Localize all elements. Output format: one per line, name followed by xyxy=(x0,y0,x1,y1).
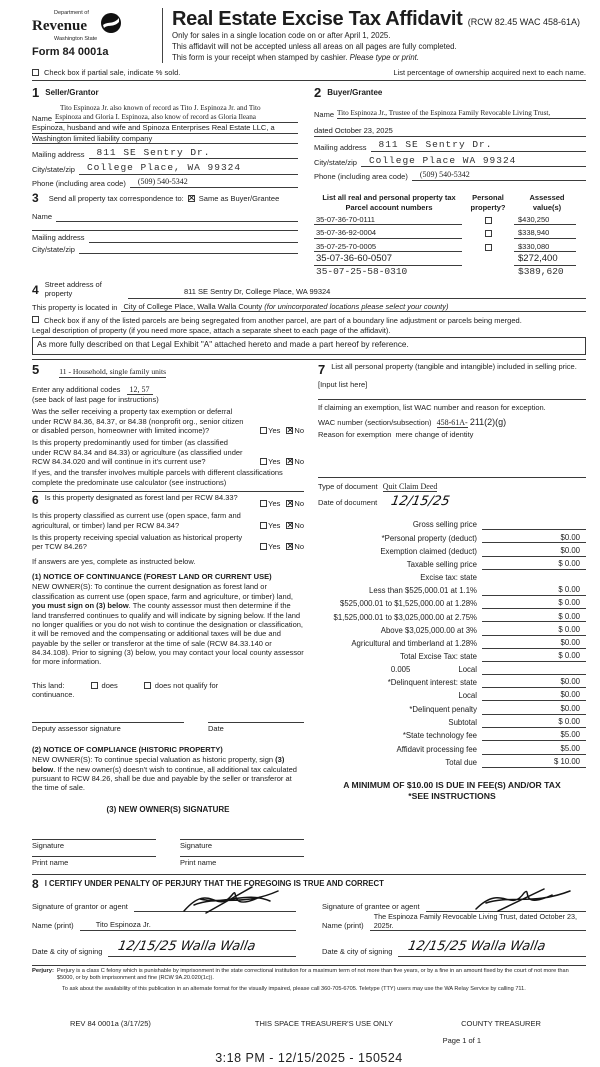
wac-number-field[interactable]: 458-61A- xyxy=(436,417,468,427)
tax-row-label: Excise tax: state xyxy=(420,572,477,582)
agency-name: Revenue xyxy=(32,17,87,34)
local-tax-field[interactable] xyxy=(482,666,586,675)
seller-name-line2[interactable]: Espinoza and Gloria I. Espinoza, also know of record as Gloria Ileana xyxy=(55,113,298,123)
tax-row-label: $1,525,000.01 to $3,025,000.00 at 2.75% xyxy=(333,612,477,622)
this-land-label: This land: xyxy=(32,680,65,690)
forest-land-answer: Yes ✕ No xyxy=(254,499,304,508)
buyer-name-line1[interactable]: Tito Espinoza Jr., Trustee of the Espinoza Family Revocable Living Trust, xyxy=(337,109,586,119)
partial-sale-checkbox[interactable] xyxy=(32,69,39,76)
new-owner-print-name-line-1[interactable]: Print name xyxy=(32,856,156,867)
agricultural-timberland-field[interactable]: $0.00 xyxy=(482,638,586,649)
subtotal-field[interactable]: $ 0.00 xyxy=(482,717,586,728)
no-checkbox[interactable] xyxy=(286,543,293,550)
if-answers-yes-note: If answers are yes, complete as instructed below. xyxy=(32,556,196,566)
gross-selling-price-field[interactable] xyxy=(482,521,586,530)
state-label: Washington State xyxy=(54,35,98,42)
tier3-tax-field[interactable]: $ 0.00 xyxy=(482,612,586,623)
parcel-row xyxy=(314,253,586,266)
grantor-date-label: Date & city of signing xyxy=(32,947,103,957)
grantor-signature-field[interactable] xyxy=(134,902,296,912)
grantee-signature-field[interactable] xyxy=(426,902,586,912)
form-header xyxy=(32,8,586,63)
grantor-certification xyxy=(32,894,296,957)
grantor-name-field[interactable]: Tito Espinoza Jr. xyxy=(80,920,296,930)
segregate-note: Check box if any of the listed parcels are being segregated from another parcel, are part of a boundary line adjustment or parcels being merged. xyxy=(44,316,522,326)
section-2-number: 2 xyxy=(314,85,322,101)
buyer-mailing-label: Mailing address xyxy=(314,142,367,152)
delinquent-interest-state-field[interactable]: $0.00 xyxy=(482,677,586,688)
additional-codes-label: Enter any additional codes xyxy=(32,384,121,394)
tax-row-label: *Delinquent interest: state xyxy=(387,678,477,688)
taxable-selling-price-field[interactable]: $ 0.00 xyxy=(482,559,586,570)
partial-sale-label: Check box if partial sale, indicate % sold. xyxy=(44,67,181,77)
personal-property-checkbox[interactable] xyxy=(485,217,492,224)
excise-tax-table xyxy=(318,520,586,768)
yes-checkbox[interactable] xyxy=(260,500,267,507)
personal-property-col-header: Personal property? xyxy=(470,193,506,212)
section-use-classification xyxy=(32,362,304,868)
new-owner-signature-line-1[interactable]: Signature xyxy=(32,839,156,850)
segregate-checkbox[interactable] xyxy=(32,316,39,323)
grantee-name-field[interactable]: The Espinoza Family Revocable Living Trust, dated October 23, 2025r. xyxy=(370,912,586,931)
ownership-note: List percentage of ownership acquired next to each name. xyxy=(393,67,586,77)
perjury-notice: Perjury: Perjury is a class C felony which is punishable by imprisonment in the state correctional institution for a maximum term of not more than five years, or by a fine in an amount fixed by the court of not more than $5000, or by both imprisonment and fine (RCW 9A.20.020(1c)). xyxy=(32,965,586,982)
same-as-buyer-checkbox[interactable] xyxy=(188,195,195,202)
rcw-reference: (RCW 82.45 WAC 458-61A) xyxy=(467,17,580,27)
historical-property-answer: Yes ✕ No xyxy=(254,542,304,551)
personal-property-checkbox[interactable] xyxy=(485,230,492,237)
tax-row-label: Less than $525,000.01 at 1.1% xyxy=(369,585,477,595)
street-address-field[interactable]: 811 SE Sentry Dr, College Place, WA 99324 xyxy=(128,287,586,298)
header-divider xyxy=(162,8,163,63)
header-instruction-2: This affidavit will not be accepted unless all areas on all pages are fully completed. xyxy=(172,41,457,51)
tax-row-label: Exemption claimed (deduct) xyxy=(380,546,477,556)
seller-phone-field[interactable]: (509) 540-5342 xyxy=(130,177,298,188)
forest-land-question: Is this property designated as forest land per RCW 84.33? xyxy=(44,493,238,503)
does-option: does xyxy=(91,681,118,690)
seller-name-line4[interactable]: Washington limited liability company xyxy=(32,134,298,144)
notice-compliance-title: (2) NOTICE OF COMPLIANCE (HISTORIC PROPERTY) xyxy=(32,744,223,754)
parcel-row xyxy=(314,228,586,238)
tax-row-label: *State technology fee xyxy=(402,731,477,741)
corr-city-field[interactable] xyxy=(79,245,298,254)
tax-row-label: *Personal property (deduct) xyxy=(381,533,477,543)
doc-type-label: Type of document xyxy=(318,482,378,492)
legal-description-field[interactable]: As more fully described on that Legal Exhibit "A" attached hereto and made a part hereof by reference. xyxy=(32,337,586,354)
parcel-row xyxy=(314,215,586,225)
tax-row-label: *Delinquent penalty xyxy=(409,704,477,714)
current-use-answer: Yes ✕ No xyxy=(254,521,304,530)
section-3-intro: Send all property tax correspondence to: xyxy=(48,194,184,204)
grantee-date-label: Date & city of signing xyxy=(322,947,393,957)
seller-city-field[interactable]: College Place, WA 99324 xyxy=(79,162,298,175)
yes-checkbox[interactable] xyxy=(260,543,267,550)
deputy-assessor-signature-line[interactable]: Deputy assessor signature xyxy=(32,722,184,733)
total-excise-state-field[interactable]: $ 0.00 xyxy=(482,651,586,662)
seller-phone-label: Phone (including area code) xyxy=(32,178,126,188)
section-7-title: List all personal property (tangible and intangible) included in selling price. xyxy=(331,361,577,371)
parcel-number-field[interactable]: 35-07-36-92-0004 xyxy=(314,228,462,238)
exemption-note: If claiming an exemption, list WAC number and reason for exception. xyxy=(318,403,546,413)
assessed-value-field[interactable]: $430,250 xyxy=(514,215,576,225)
doc-date-field[interactable]: 12/15/25 xyxy=(390,494,452,510)
grantee-certification xyxy=(322,894,586,957)
yes-checkbox[interactable] xyxy=(260,458,267,465)
parcel-row xyxy=(314,266,586,278)
delinquent-penalty-field[interactable]: $0.00 xyxy=(482,704,586,715)
header-instruction-3: This form is your receipt when stamped by cashier. Please type or print. xyxy=(172,52,420,62)
land-use-code-field[interactable]: 11 - Household, single family units xyxy=(59,367,167,377)
buyer-phone-label: Phone (including area code) xyxy=(314,171,408,181)
grantee-date-city-field[interactable]: 12/15/25 Walla Walla xyxy=(398,939,586,956)
corr-mailing-field[interactable] xyxy=(89,234,298,243)
additional-codes-note: (see back of last page for instructions) xyxy=(32,394,159,404)
section-6-number: 6 xyxy=(32,493,39,508)
tax-row-label: Affidavit processing fee xyxy=(396,744,477,754)
wac-number-label: WAC number (section/subsection) xyxy=(318,417,432,427)
located-field[interactable]: City of College Place, Walla Walla County (for unincorporated locations please select your county) xyxy=(121,302,586,312)
assessed-value-field[interactable]: $389,620 xyxy=(518,266,564,278)
yes-checkbox[interactable] xyxy=(260,427,267,434)
reason-exemption-label: Reason for exemption xyxy=(318,429,392,439)
yes-checkbox[interactable] xyxy=(260,522,267,529)
tax-row-label: Total due xyxy=(445,758,477,768)
section-8-number: 8 xyxy=(32,876,39,891)
parcel-number-field[interactable]: 35-07-36-70-0111 xyxy=(314,215,462,225)
corr-name-field[interactable] xyxy=(56,221,298,222)
tax-row-label: 0.005 Local xyxy=(390,664,477,674)
section-4-label: Street address of property xyxy=(44,279,102,299)
notice-continuance-body: NEW OWNER(S): To continue the current designation as forest land or classification as current use (open space, farm and agriculture, or timber) land, you must sign on (3) below. The county assessor must then determine if the land transferred continues to qualify and will indicate by signing below. If the land no longer qualifies or you do not wish to continue the designation or classification, it will be removed and the compensating or additional taxes will be due and payable by the seller or transferor at the time of sale (RCW 84.33.140 or 84.34.108). Prior to signing (3) below, you may contact your local county assessor for more information. xyxy=(32,582,304,667)
accessibility-note: To ask about the availability of this publication in an alternate format for the visually impaired, please call 360-705-6705. Teletype (TTY) users may use the WA Relay Service by calling 711. xyxy=(62,985,526,992)
section-certification xyxy=(32,874,586,957)
section-street-address xyxy=(32,280,586,299)
segregate-row xyxy=(32,316,586,325)
legal-description-label: Legal description of property (if you need more space, attach a separate sheet to each page of the affidavit). xyxy=(32,326,391,336)
form-number: Form 84 0001a xyxy=(32,45,109,58)
minimum-fee-note: A MINIMUM OF $10.00 IS DUE IN FEE(S) AND/OR TAX *SEE INSTRUCTIONS xyxy=(343,779,561,801)
doc-type-field[interactable]: Quit Claim Deed xyxy=(382,482,438,492)
page-number: Page 1 of 1 xyxy=(442,1035,481,1045)
no-checkbox[interactable] xyxy=(286,458,293,465)
section-6-row xyxy=(32,493,304,508)
parcel-number-field[interactable]: 35-07-36-60-0507 xyxy=(314,253,462,266)
buyer-city-field[interactable]: College Place WA 99324 xyxy=(361,155,586,168)
located-label: This property is located in xyxy=(32,302,118,312)
predominate-use-note: If yes, and the transfer involves multiple parcels with different classifications complete the predominate use calculator (see instructions) xyxy=(32,468,283,487)
located-note: (for unincorporated locations please select your county) xyxy=(264,301,449,311)
delinquent-interest-local-field[interactable]: $0.00 xyxy=(482,690,586,701)
corr-mailing-label: Mailing address xyxy=(32,233,85,243)
tier1-tax-field[interactable]: $ 0.00 xyxy=(482,585,586,596)
state-technology-fee-field[interactable]: $5.00 xyxy=(482,730,586,741)
corr-city-label: City/state/zip xyxy=(32,245,75,255)
county-treasurer-label: COUNTY TREASURER xyxy=(461,1018,541,1028)
reason-exemption-field[interactable]: mere change of identity xyxy=(395,429,474,439)
wac-number-suffix[interactable]: 211(2)(g) xyxy=(469,416,507,427)
certify-statement: I CERTIFY UNDER PENALTY OF PERJURY THAT THE FOREGOING IS TRUE AND CORRECT xyxy=(44,879,384,889)
header-instruction-1: Only for sales in a single location code on or after April 1, 2025. xyxy=(172,30,391,40)
additional-codes-field[interactable]: 12, 57 xyxy=(127,385,153,395)
rev-form-number: REV 84 0001a (3/17/25) xyxy=(70,1018,151,1028)
buyer-name-line2[interactable]: dated October 23, 2025 xyxy=(314,126,586,136)
does-not-option: does not qualify for xyxy=(144,681,218,690)
tax-row-label: Agricultural and timberland at 1.28% xyxy=(351,639,477,649)
land-qualify-row xyxy=(32,681,304,690)
affidavit-processing-fee-field[interactable]: $5.00 xyxy=(482,744,586,755)
corr-name-label: Name xyxy=(32,212,53,222)
seller-mailing-field[interactable]: 811 SE Sentry Dr. xyxy=(89,147,298,160)
property-located-row xyxy=(32,302,586,312)
current-use-question: Is this property classified as current use (open space, farm and agricultural, or timber) land per RCW 84.34? xyxy=(32,511,241,530)
tax-row-label: Above $3,025,000.00 at 3% xyxy=(380,625,477,635)
timber-agriculture-question: Is this property predominantly used for timber (as classified under RCW 84.34 and 84.33) or agriculture (as classified under RCW 84.34.020 and will continue in it's current use? xyxy=(32,438,243,467)
new-owners-signature-title: (3) NEW OWNER(S) SIGNATURE xyxy=(106,804,230,814)
seller-name-line3[interactable]: Espinoza, husband and wife and Spinoza Enterprises Real Estate LLC, a xyxy=(32,123,298,133)
seller-name-line1: Tito Espinoza Jr. also known of record as Tito J. Espinoza Jr. and Tito xyxy=(60,104,261,113)
grantor-signature-label: Signature of grantor or agent xyxy=(32,902,128,912)
deputy-date-line[interactable]: Date xyxy=(208,722,304,733)
grantee-name-label: Name (print) xyxy=(322,921,364,931)
tax-row-label: Total Excise Tax: state xyxy=(400,652,477,662)
section-2-title: Buyer/Grantee xyxy=(327,88,383,98)
grantee-signature-icon xyxy=(466,885,576,915)
personal-property-checkbox[interactable] xyxy=(485,244,492,251)
assessed-value-field[interactable]: $272,400 xyxy=(514,253,576,266)
tax-row-label: $525,000.01 to $1,525,000.00 at 1.28% xyxy=(340,599,477,609)
section-5-number: 5 xyxy=(32,361,40,377)
tax-row-label: Subtotal xyxy=(448,718,477,728)
personal-property-deduct-field[interactable]: $0.00 xyxy=(482,533,586,544)
no-checkbox[interactable] xyxy=(286,500,293,507)
section-personal-property xyxy=(318,362,586,868)
does-checkbox[interactable] xyxy=(91,682,98,689)
exemption-deferral-question: Was the seller receiving a property tax exemption or deferral under RCW 84.36, 84.37, or 84.38 (nonprofit org., senior citizen or disabled person, homeowner with limited income)? xyxy=(32,407,244,435)
assessed-value-field[interactable]: $338,940 xyxy=(514,228,576,238)
notice-continuance-title: (1) NOTICE OF CONTINUANCE (FOREST LAND OR CURRENT USE) xyxy=(32,572,272,582)
seller-mailing-label: Mailing address xyxy=(32,150,85,160)
footer-row xyxy=(32,1019,586,1028)
tax-row-label: Taxable selling price xyxy=(406,560,477,570)
exemption-claimed-field[interactable]: $0.00 xyxy=(482,546,586,557)
seller-name-label: Name xyxy=(32,113,53,123)
doc-date-label: Date of document xyxy=(318,498,378,508)
treasurer-space-label: THIS SPACE TREASURER'S USE ONLY xyxy=(254,1018,394,1028)
tax-row-label: Gross selling price xyxy=(412,520,477,530)
same-as-buyer-label: Same as Buyer/Grantee xyxy=(198,194,280,204)
dept-of-label: Department of xyxy=(54,10,89,16)
assessed-value-col-header: Assessed value(s) xyxy=(529,193,565,212)
no-checkbox[interactable] xyxy=(286,522,293,529)
section-1-title: Seller/Grantor xyxy=(45,88,99,98)
no-checkbox[interactable] xyxy=(286,427,293,434)
parcel-col-header: List all real and personal property tax Parcel account numbers xyxy=(322,193,456,212)
section-1-number: 1 xyxy=(32,85,40,101)
tier4-tax-field[interactable]: $ 0.00 xyxy=(482,625,586,636)
continuance-label: continuance. xyxy=(32,690,75,700)
historical-property-question: Is this property receiving special valuation as historical property per TCW 84.26? xyxy=(32,532,243,552)
section-tax-correspondence xyxy=(32,191,298,278)
section-3-number: 3 xyxy=(32,191,39,206)
excise-tax-state-header xyxy=(482,573,586,582)
dor-swirl-logo-icon xyxy=(99,11,123,35)
dor-logo-block xyxy=(32,8,160,59)
tier2-tax-field[interactable]: $ 0.00 xyxy=(482,598,586,609)
personal-property-list-field[interactable]: [Input list here] xyxy=(318,379,368,389)
timestamp: 3:18 PM - 12/15/2025 - 150524 xyxy=(215,1051,403,1066)
buyer-city-label: City/state/zip xyxy=(314,158,357,168)
new-owner-signature-line-2[interactable]: Signature xyxy=(180,839,304,850)
section-buyer xyxy=(314,81,586,188)
parcel-row xyxy=(314,242,586,252)
grantor-signature-icon xyxy=(176,885,286,915)
parcel-table xyxy=(314,191,586,278)
parcel-number-field[interactable]: 35-07-25-58-0310 xyxy=(316,266,408,278)
exemption-deferral-answer: Yes ✕ No xyxy=(254,426,304,435)
buyer-phone-field[interactable]: (509) 540-5342 xyxy=(412,170,586,181)
corr-name-field-line2[interactable] xyxy=(32,222,298,231)
new-owner-print-name-line-2[interactable]: Print name xyxy=(180,856,304,867)
buyer-name-label: Name xyxy=(314,109,335,119)
timber-agriculture-answer: Yes ✕ No xyxy=(254,457,304,466)
tax-row-label: Local xyxy=(458,691,477,701)
grantee-signature-label: Signature of grantee or agent xyxy=(322,902,420,912)
grantor-date-city-field[interactable]: 12/15/25 Walla Walla xyxy=(108,939,296,956)
total-due-field[interactable]: $ 10.00 xyxy=(482,757,586,768)
grantor-name-label: Name (print) xyxy=(32,921,74,931)
seller-city-label: City/state/zip xyxy=(32,165,75,175)
form-title: Real Estate Excise Tax Affidavit (RCW 82.45 WAC 458-61A) xyxy=(172,8,580,30)
buyer-mailing-field[interactable]: 811 SE Sentry Dr. xyxy=(371,139,586,152)
section-7-number: 7 xyxy=(318,361,326,377)
section-4-number: 4 xyxy=(32,282,39,297)
parcel-number-field[interactable]: 35-07-25-70-0005 xyxy=(314,242,462,252)
section-seller xyxy=(32,81,298,188)
notice-compliance-body: NEW OWNER(S): To continue special valuation as historic property, sign (3) below. If the new owner(s) doesn't wish to continue, all additional tax calculated pursuant to RCW 84.26, shall be due and payable by the seller or transferor at the time of sale. xyxy=(32,755,297,793)
assessed-value-field[interactable]: $330,080 xyxy=(514,242,576,252)
does-not-checkbox[interactable] xyxy=(144,682,151,689)
